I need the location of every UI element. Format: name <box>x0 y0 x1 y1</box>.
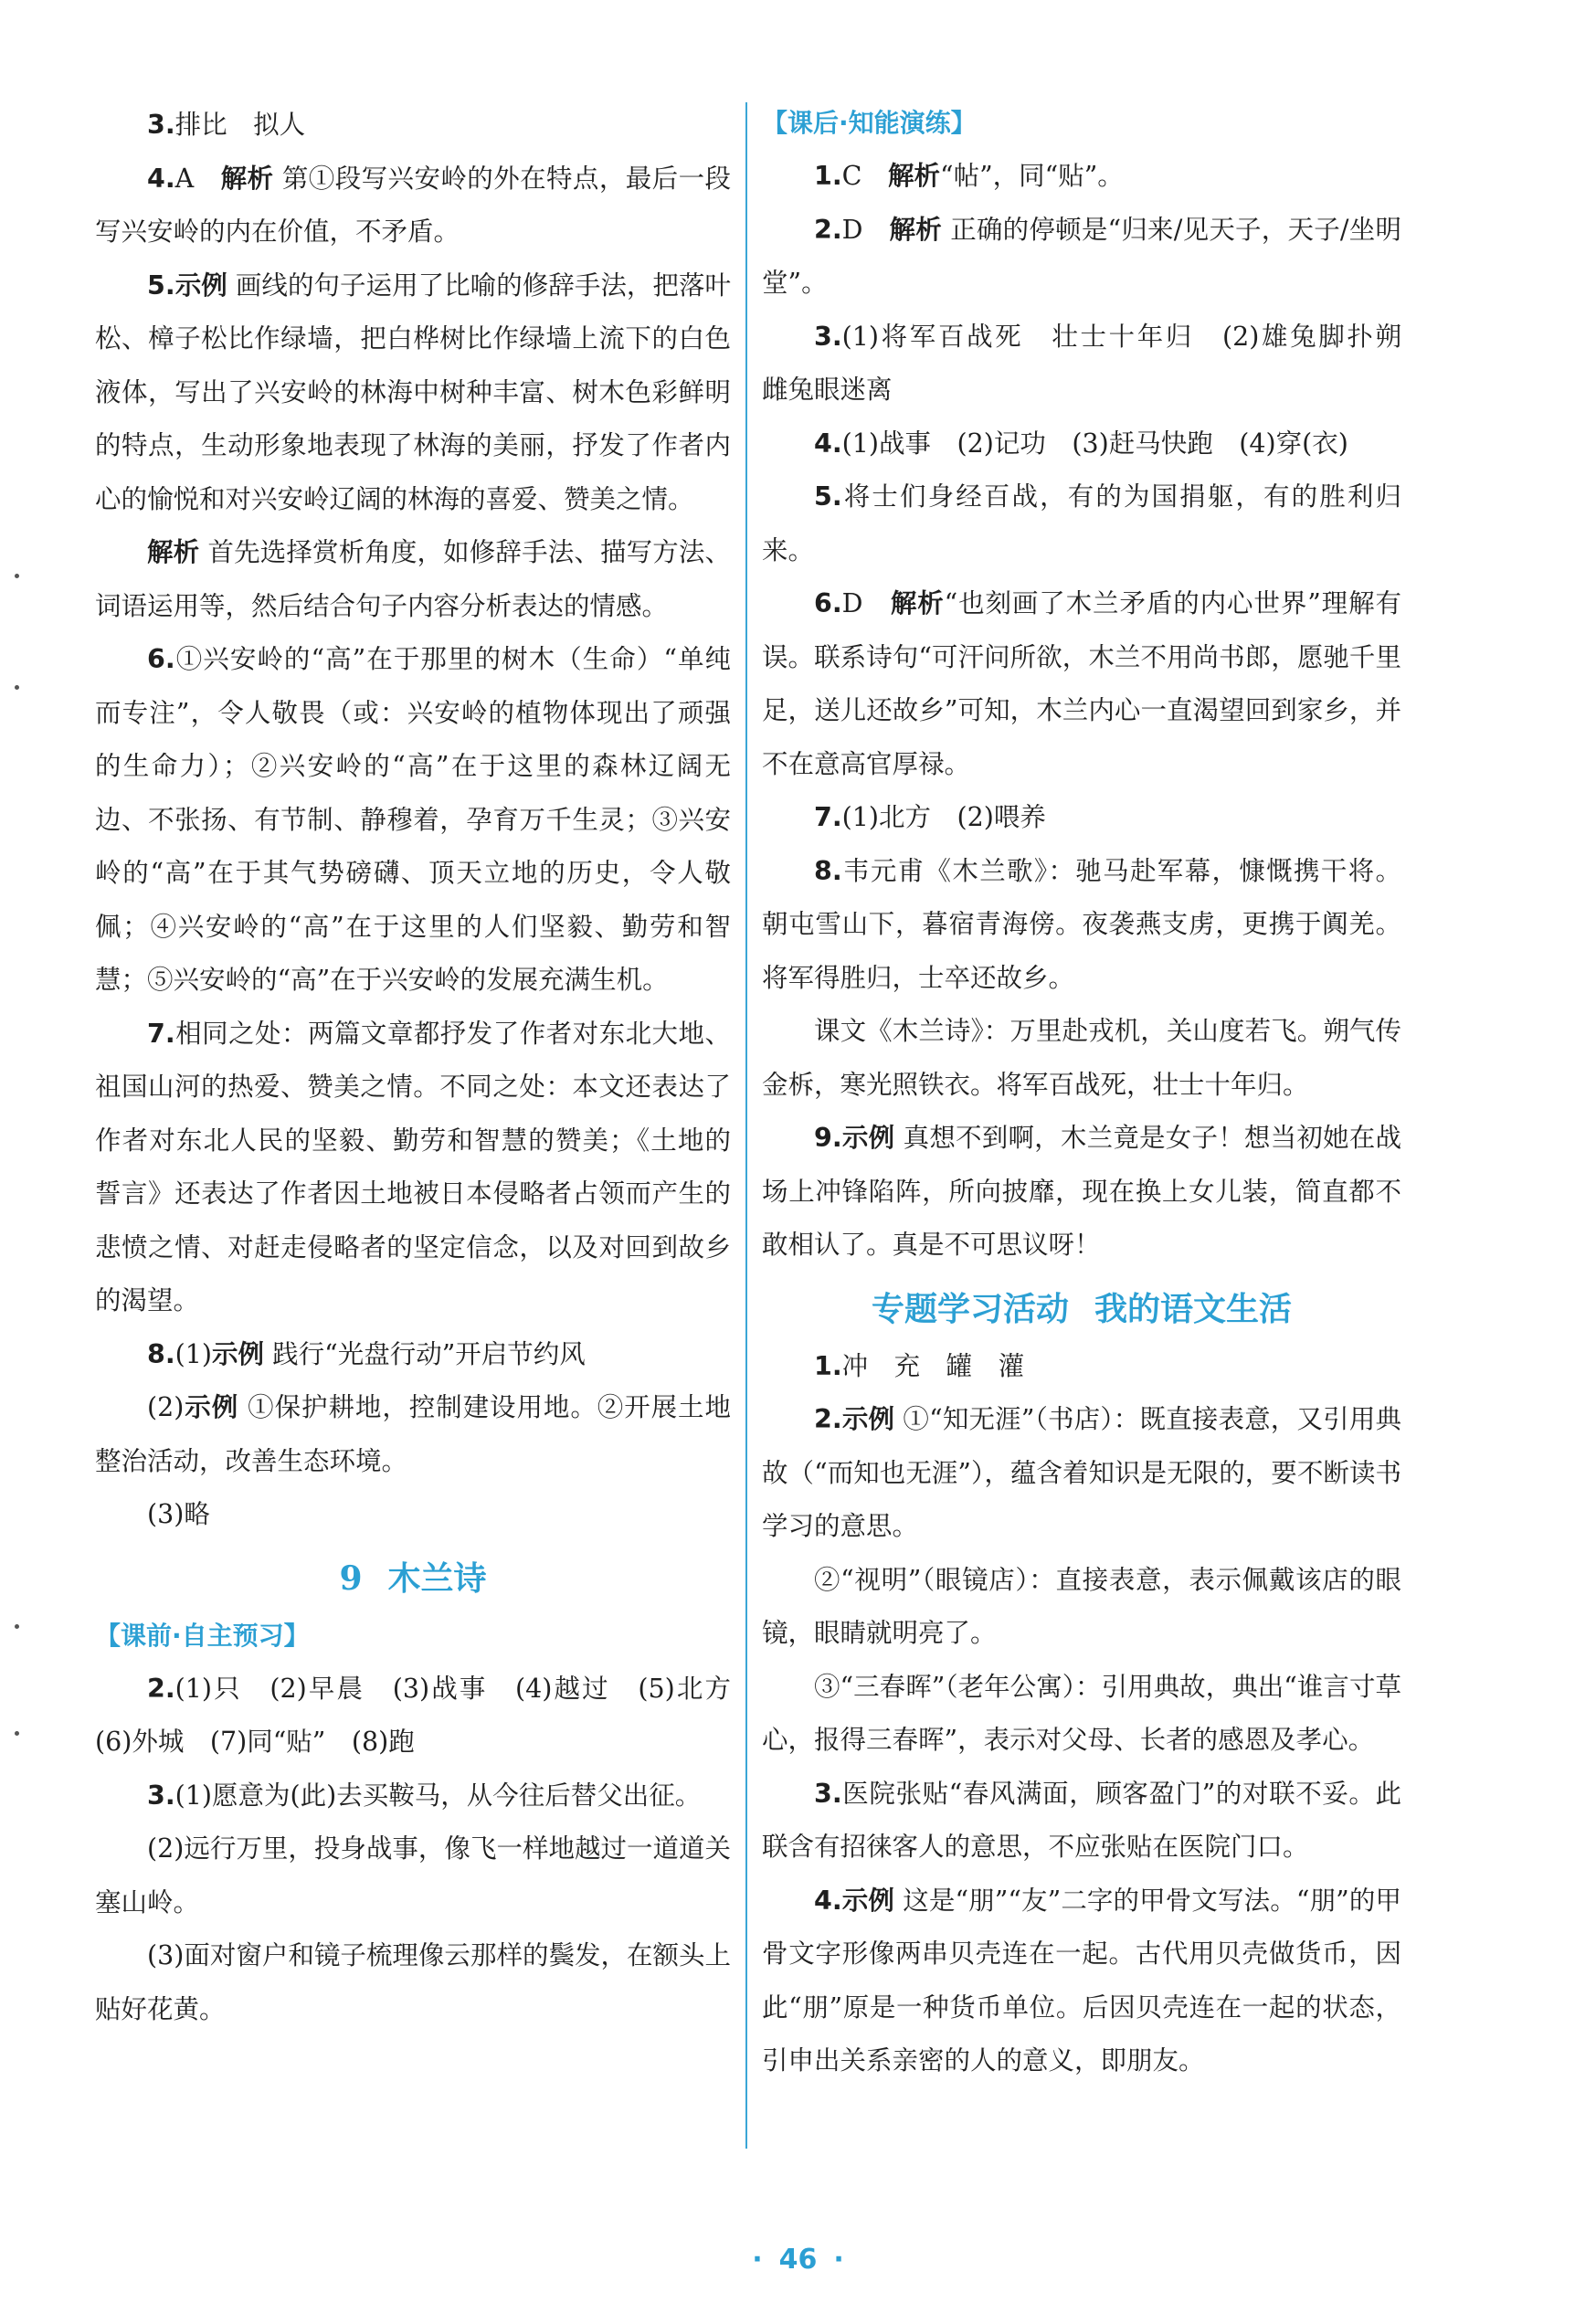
right-column <box>762 99 1428 2088</box>
page-number: · 46 · <box>752 2244 844 2276</box>
post-answer-6: 6.D 解析“也刻画了木兰矛盾的内心世界”理解有误。联系诗句“可汗问所欲，木兰不用尚书郎，愿驰千里足，送儿还故乡”可知，木兰内心一直渴望回到家乡，并不在意高官厚禄。 <box>762 588 1401 779</box>
column-divider <box>745 102 747 2149</box>
answer-3: 3.排比 拟人 <box>147 110 306 140</box>
pre-answer-3-1: 3.(1)愿意为(此)去买鞍马，从今往后替父出征。 <box>147 1780 702 1811</box>
post-answer-8: 8.韦元甫《木兰歌》：驰马赴军幕，慷慨携干将。朝屯雪山下，暮宿青海傍。夜袭燕支虏，更携于阗羌。将军得胜归，士卒还故乡。 <box>762 855 1401 993</box>
post-answer-4: 4.(1)战事 (2)记功 (3)赶马快跑 (4)穿(衣) <box>814 428 1348 459</box>
pre-answer-3-2: (2)远行万里，投身战事，像飞一样地越过一道道关塞山岭。 <box>95 1833 731 1917</box>
section-pre-class: 【课前·自主预习】 <box>95 1620 310 1651</box>
post-answer-1: 1.C 解析“帖”，同“贴”。 <box>814 161 1124 191</box>
post-answer-8-text: 课文《木兰诗》：万里赴戎机，关山度若飞。朔气传金柝，寒光照铁衣。将军百战死，壮士十年归。 <box>762 1016 1401 1100</box>
answer-5: 5.示例 画线的句子运用了比喻的修辞手法，把落叶松、樟子松比作绿墙，把白桦树比作绿墙上流下的白色液体，写出了兴安岭的林海中树种丰富、树木色彩鲜明的特点，生动形象地表现了林海的美丽，抒发了作者内心的愉悦和对兴安岭辽阔的林海的喜爱、赞美之情。 <box>95 269 731 514</box>
scan-mark <box>15 1624 19 1629</box>
activity-answer-2-b: ②“视明”（眼镜店）：直接表意，表示佩戴该店的眼镜，眼睛就明亮了。 <box>762 1564 1401 1648</box>
pre-answer-2: 2.(1)只 (2)早晨 (3)战事 (4)越过 (5)北方 (6)外城 (7)同“贴” (8)跑 <box>95 1673 757 1757</box>
post-answer-5: 5.将士们身经百战，有的为国捐躯，有的胜利归来。 <box>762 481 1401 565</box>
activity-title: 专题学习活动 我的语文生活 <box>871 1289 1293 1328</box>
answer-8-1: 8.(1)示例 践行“光盘行动”开启节约风 <box>147 1338 586 1369</box>
answer-8-2: (2)示例 ①保护耕地，控制建设用地。②开展土地整治活动，改善生态环境。 <box>95 1392 731 1476</box>
post-answer-3: 3.(1)将军百战死 壮士十年归 (2)雄兔脚扑朔 雌兔眼迷离 <box>762 321 1428 405</box>
section-post-class: 【课后·知能演练】 <box>762 108 977 138</box>
answer-5-analysis: 解析 首先选择赏析角度，如修辞手法、描写方法、词语运用等，然后结合句子内容分析表达的情感。 <box>95 537 731 621</box>
activity-answer-4: 4.示例 这是“朋”“友”二字的甲骨文写法。“朋”的甲骨文字形像两串贝壳连在一起。古代用贝壳做货币，因此“朋”原是一种货币单位。后因贝壳连在一起的状态，引申出关系亲密的人的意义，即朋友。 <box>762 1885 1401 2076</box>
lesson-title: 9 木兰诗 <box>339 1558 487 1598</box>
answer-6: 6.①兴安岭的“高”在于那里的树木（生命）“单纯而专注”，令人敬畏（或：兴安岭的植物体现出了顽强的生命力）；②兴安岭的“高”在于这里的森林辽阔无边、不张扬、有节制、静穆着，孕育万千生灵；③兴安岭的“高”在于其气势磅礴、顶天立地的历史，令人敬佩；④兴安岭的“高”在于这里的人们坚毅、勤劳和智慧；⑤兴安岭的“高”在于兴安岭的发展充满生机。 <box>95 644 731 995</box>
post-answer-9: 9.示例 真想不到啊，木兰竟是女子！想当初她在战场上冲锋陷阵，所向披靡，现在换上女儿装，简直都不敢相认了。真是不可思议呀！ <box>762 1123 1401 1260</box>
post-answer-2: 2.D 解析 正确的停顿是“归来/见天子，天子/坐明堂”。 <box>762 214 1401 298</box>
pre-answer-3-3: (3)面对窗户和镜子梳理像云那样的鬓发，在额头上贴好花黄。 <box>95 1940 731 2024</box>
post-answer-7: 7.(1)北方 (2)喂养 <box>814 802 1046 832</box>
activity-answer-3: 3.医院张贴“春风满面，顾客盈门”的对联不妥。此联含有招徕客人的意思，不应张贴在医院门口。 <box>762 1778 1401 1862</box>
activity-answer-2-c: ③“三春晖”（老年公寓）：引用典故，典出“谁言寸草心，报得三春晖”，表示对父母、长者的感恩及孝心。 <box>762 1671 1401 1755</box>
answer-4: 4.A 解析 第①段写兴安岭的外在特点，最后一段写兴安岭的内在价值，不矛盾。 <box>95 163 731 247</box>
activity-answer-1: 1.冲 充 罐 灌 <box>814 1350 1025 1381</box>
scan-mark <box>15 574 19 578</box>
answer-8-3: (3)略 <box>147 1499 210 1529</box>
activity-answer-2: 2.示例 ①“知无涯”（书店）：既直接表意，又引用典故（“而知也无涯”），蕴含着知识是无限的，要不断读书学习的意思。 <box>762 1404 1401 1541</box>
left-column <box>95 99 757 2036</box>
scan-mark <box>15 685 19 690</box>
scan-mark <box>15 1731 19 1736</box>
answer-7: 7.相同之处：两篇文章都抒发了作者对东北大地、祖国山河的热爱、赞美之情。不同之处：本文还表达了作者对东北人民的坚毅、勤劳和智慧的赞美；《土地的誓言》还表达了作者因土地被日本侵略者占领而产生的悲愤之情、对赶走侵略者的坚定信念，以及对回到故乡的渴望。 <box>95 1018 731 1315</box>
